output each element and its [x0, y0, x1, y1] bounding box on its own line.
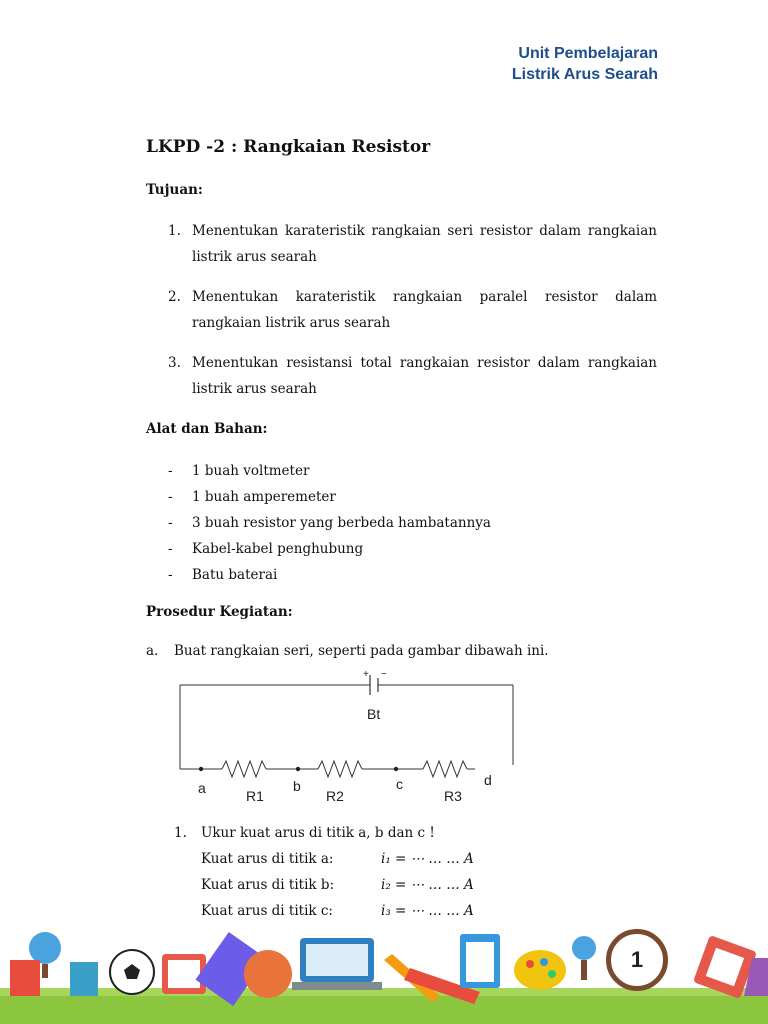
tool-text: 3 buah resistor yang berbeda hambatannya: [192, 515, 491, 531]
node-b-label: b: [293, 778, 301, 794]
objective-item: [168, 350, 657, 402]
measure-formula: i₃ = ⋯ … … A: [381, 903, 474, 919]
tool-item: - Kabel-kabel penghubung: [168, 541, 364, 557]
resistor-r1: [222, 761, 266, 777]
node-a-dot: [199, 767, 203, 771]
grass-strip: [0, 992, 768, 1024]
measure-label: Kuat arus di titik b:: [201, 877, 335, 893]
objective-item: [168, 284, 657, 336]
tool-item: - 1 buah amperemeter: [168, 489, 336, 505]
procedure-step-a: [146, 643, 549, 659]
node-d-label: d: [484, 772, 492, 788]
objective-text: Menentukan karateristik rangkaian paralel resistor dalam rangkaian listrik arus searah: [192, 289, 657, 331]
step-text: Buat rangkaian seri, seperti pada gambar dibawah ini.: [174, 643, 549, 659]
notebook-icon: [70, 962, 98, 996]
objective-number: 2.: [168, 289, 181, 305]
node-c-dot: [394, 767, 398, 771]
basketball-icon: [244, 950, 292, 998]
tool-item: - 3 buah resistor yang berbeda hambatannya: [168, 515, 491, 531]
r3-label: R3: [444, 788, 462, 804]
battery-label: Bt: [367, 706, 381, 722]
objective-text: Menentukan resistansi total rangkaian resistor dalam rangkaian listrik arus searah: [192, 355, 657, 397]
unit-title: [512, 43, 658, 85]
series-circuit-diagram: [170, 665, 530, 810]
tool-item: - Batu baterai: [168, 567, 278, 583]
book-icon: [10, 960, 40, 996]
measure-instruction: Ukur kuat arus di titik a, b dan c !: [201, 825, 435, 841]
resistor-r3: [423, 761, 467, 777]
alat-heading: Alat dan Bahan:: [146, 421, 268, 437]
measure-number: 1.: [174, 825, 187, 841]
document-title: LKPD -2 : Rangkaian Resistor: [146, 137, 431, 157]
measure-formula: i₂ = ⋯ … … A: [381, 877, 474, 893]
objective-item: [168, 218, 657, 270]
step-label: a.: [146, 643, 159, 659]
objective-number: 3.: [168, 355, 181, 371]
node-b-dot: [296, 767, 300, 771]
tool-text: Kabel-kabel penghubung: [192, 541, 364, 557]
measure-formula: i₁ = ⋯ … … A: [381, 851, 474, 867]
page-number: 1: [606, 929, 668, 991]
measure-label: Kuat arus di titik a:: [201, 851, 334, 867]
palette-icon: [514, 950, 566, 990]
tool-text: Batu baterai: [192, 567, 278, 583]
battery-plus: +: [363, 669, 369, 680]
measure-label: Kuat arus di titik c:: [201, 903, 333, 919]
tool-text: 1 buah voltmeter: [192, 463, 310, 479]
tools-list: [168, 458, 491, 588]
tujuan-heading: Tujuan:: [146, 182, 203, 198]
unit-title-line1: Unit Pembelajaran: [518, 45, 658, 62]
tool-text: 1 buah amperemeter: [192, 489, 336, 505]
tool-item: - 1 buah voltmeter: [168, 463, 310, 479]
battery-minus: −: [381, 669, 387, 680]
objective-number: 1.: [168, 223, 181, 239]
resistor-r2: [318, 761, 362, 777]
node-a-label: a: [198, 780, 206, 796]
globe-icon: [29, 932, 61, 964]
globe-small-icon: [572, 936, 596, 960]
r2-label: R2: [326, 788, 344, 804]
prosedur-heading: Prosedur Kegiatan:: [146, 604, 293, 620]
unit-title-line2: Listrik Arus Searah: [511, 66, 658, 83]
node-c-label: c: [396, 776, 403, 792]
objectives-list: [168, 218, 657, 416]
r1-label: R1: [246, 788, 264, 804]
objective-text: Menentukan karateristik rangkaian seri resistor dalam rangkaian listrik arus searah: [192, 223, 657, 265]
